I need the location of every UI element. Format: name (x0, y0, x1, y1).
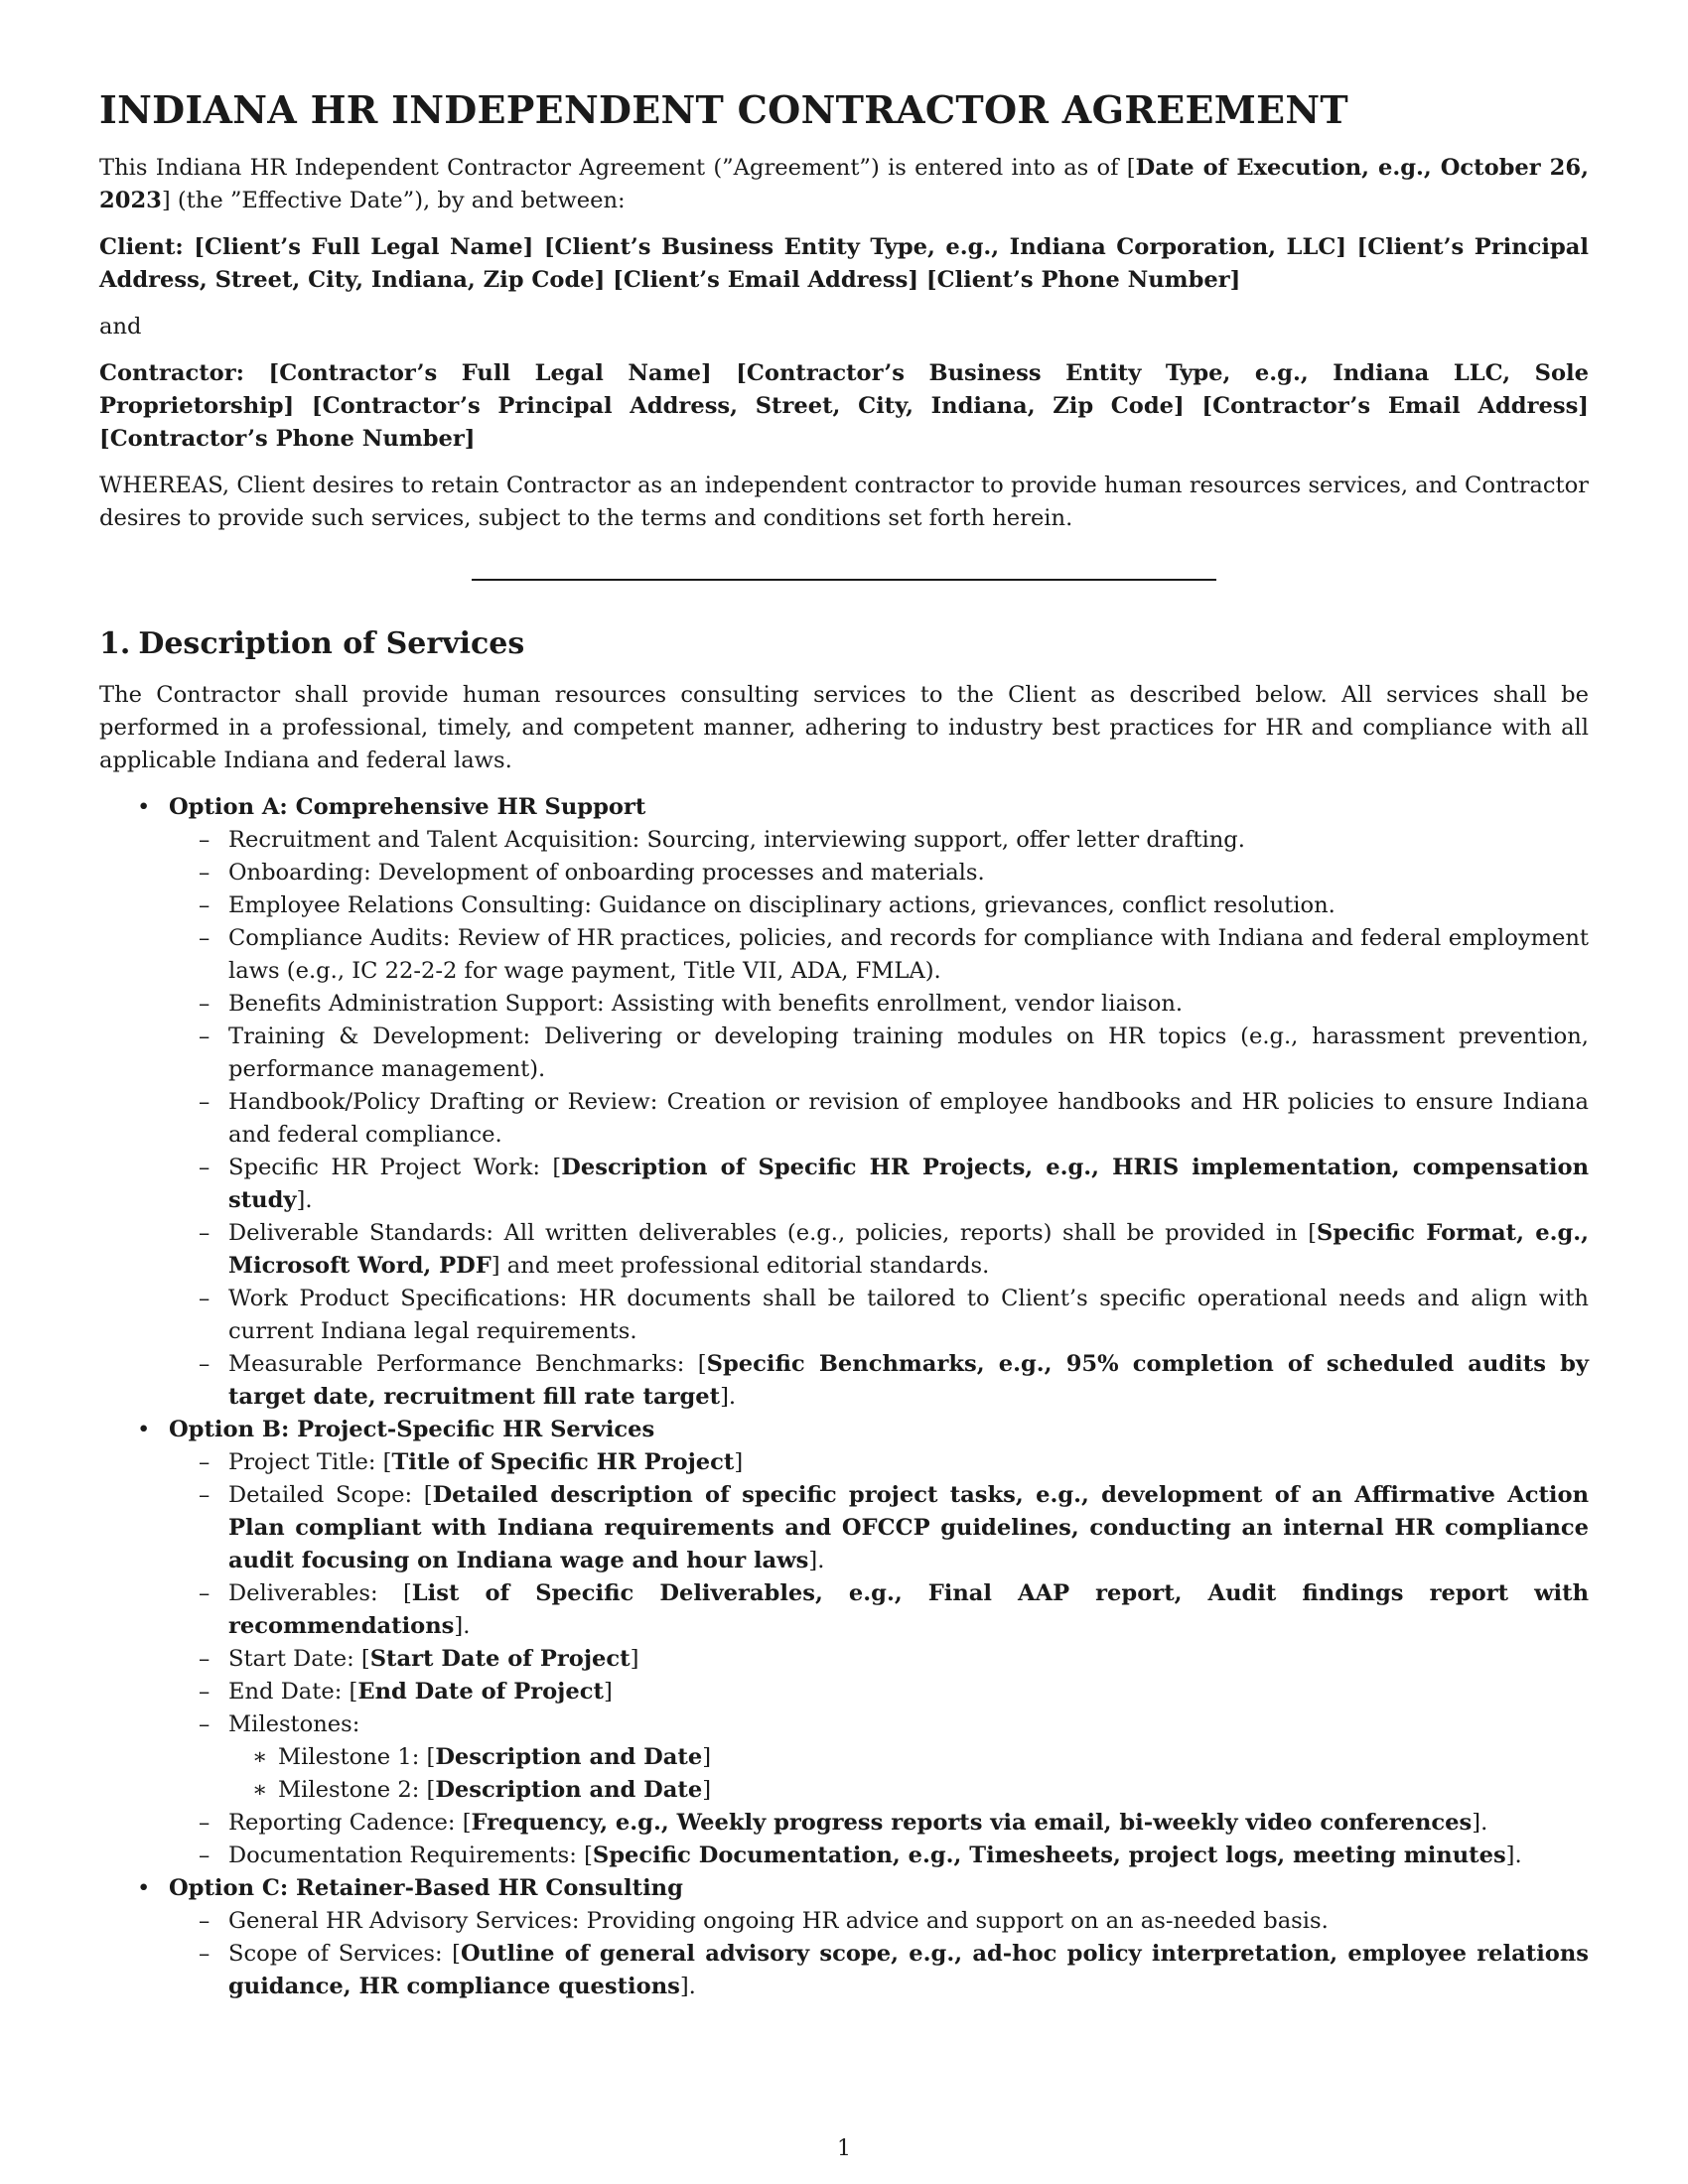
list-item (169, 1283, 1589, 1348)
item-placeholder: Title of Specific HR Project (391, 1449, 735, 1475)
option-c-items (169, 1905, 1589, 2003)
dash-marker: – (199, 1155, 211, 1180)
list-item (169, 824, 1589, 857)
item-placeholder: End Date of Project (357, 1679, 604, 1705)
item-text-end: ] (603, 1679, 613, 1705)
client-label: Client: (99, 234, 184, 260)
item-text: Project Title: [ (228, 1449, 392, 1475)
option-c (99, 1872, 1589, 2003)
option-title: Option C: Retainer-Based HR Consulting (169, 1875, 683, 1901)
option-b (99, 1414, 1589, 1872)
item-text: Deliverable Standards: All written deliverables (e.g., policies, reports) shall be provided in [ (228, 1220, 1318, 1246)
item-placeholder: Specific Documentation, e.g., Timesheets, project logs, meeting minutes (592, 1843, 1506, 1868)
item-text: General HR Advisory Services: Providing ongoing HR advice and support on an as-needed basis. (228, 1908, 1329, 1934)
whereas-paragraph: WHEREAS, Client desires to retain Contractor as an independent contractor to provide human resources services, and Contractor desires to provide such services, subject to the terms and conditions set forth herein. (99, 473, 1589, 531)
item-placeholder: Specific Format, e.g., Microsoft Word, PDF (228, 1220, 1589, 1279)
bullet-icon: • (137, 1417, 151, 1442)
item-text: End Date: [ (228, 1679, 358, 1705)
list-item (169, 1577, 1589, 1643)
item-text-end: ]. (1505, 1843, 1522, 1868)
item-text-end: ] (702, 1777, 712, 1803)
item-placeholder: Description and Date (435, 1777, 703, 1803)
list-item (169, 1152, 1589, 1217)
list-item (169, 922, 1589, 988)
item-text-end: ] (702, 1744, 712, 1770)
list-item (169, 1840, 1589, 1872)
dash-marker: – (199, 1482, 211, 1508)
dash-marker: – (199, 1646, 211, 1672)
dash-marker: – (199, 892, 211, 918)
item-placeholder: Outline of general advisory scope, e.g., ad-hoc policy interpretation, employee relations guidance, HR compliance questions (228, 1941, 1590, 1999)
item-text: Milestones: (228, 1711, 360, 1737)
list-item (228, 1774, 1589, 1807)
and-word: and (99, 314, 142, 340)
item-text: Specific HR Project Work: [ (228, 1155, 562, 1180)
item-text: Recruitment and Talent Acquisition: Sourcing, interviewing support, offer letter drafting. (228, 827, 1245, 853)
page-number: 1 (837, 2136, 851, 2161)
dash-marker: – (199, 1843, 211, 1868)
item-text: Compliance Audits: Review of HR practices, policies, and records for compliance with Indiana and federal employment laws (e.g., IC 22-2-2 for wage payment, Title VII, ADA, FMLA). (228, 925, 1589, 984)
item-text: Measurable Performance Benchmarks: [ (228, 1351, 707, 1377)
item-text: Work Product Specifications: HR documents shall be tailored to Client’s specific operational needs and align with current Indiana legal requirements. (228, 1286, 1589, 1344)
item-text: Milestone 1: [ (278, 1744, 436, 1770)
star-marker: ∗ (252, 1744, 268, 1770)
dash-marker: – (199, 1711, 211, 1737)
dash-marker: – (199, 1449, 211, 1475)
dash-marker: – (199, 1580, 211, 1606)
item-text: Documentation Requirements: [ (228, 1843, 593, 1868)
item-text: Start Date: [ (228, 1646, 370, 1672)
dash-marker: – (199, 1089, 211, 1115)
item-text: Deliverables: [ (228, 1580, 412, 1606)
list-item (169, 857, 1589, 889)
intro-text: This Indiana HR Independent Contractor Agreement (”Agreement”) is entered into as of [ (99, 155, 1136, 181)
dash-marker: – (199, 1679, 211, 1705)
item-text-end: ] (630, 1646, 639, 1672)
client-block (99, 231, 1589, 297)
options-list (99, 791, 1589, 2003)
item-text: Scope of Services: [ (228, 1941, 461, 1967)
list-item (169, 1807, 1589, 1840)
option-title: Option A: Comprehensive HR Support (169, 794, 646, 820)
dash-marker: – (199, 991, 211, 1017)
contractor-label: Contractor: (99, 360, 244, 386)
option-title: Option B: Project-Specific HR Services (169, 1417, 655, 1442)
dash-marker: – (199, 1810, 211, 1836)
star-marker: ∗ (252, 1777, 268, 1803)
dash-marker: – (199, 1024, 211, 1049)
section-number: 1. (99, 626, 131, 661)
section-title: Description of Services (138, 626, 525, 661)
list-item (169, 1021, 1589, 1086)
list-item (228, 1741, 1589, 1774)
list-item (169, 1086, 1589, 1152)
milestones-list (228, 1741, 1589, 1807)
item-text: Milestone 2: [ (278, 1777, 436, 1803)
effective-date-placeholder: Date of Execution, e.g., October 26, 2023 (99, 155, 1589, 213)
item-text: Detailed Scope: [ (228, 1482, 433, 1508)
intro-text-end: ] (the ”Effective Date”), by and between: (161, 188, 626, 213)
item-text: Benefits Administration Support: Assisting with benefits enrollment, vendor liaison. (228, 991, 1184, 1017)
dash-marker: – (199, 1220, 211, 1246)
item-text-end: ] (734, 1449, 744, 1475)
intro-paragraph (99, 152, 1589, 217)
item-text: Employee Relations Consulting: Guidance on disciplinary actions, grievances, conflict resolution. (228, 892, 1336, 918)
item-placeholder: Detailed description of specific project tasks, e.g., development of an Affirmative Action Plan compliant with Indiana requirements and OFCCP guidelines, conducting an internal HR compliance audit focusing on Indiana wage and hour laws (228, 1482, 1589, 1573)
list-item (169, 988, 1589, 1021)
client-fields: [Client’s Full Legal Name] [Client’s Business Entity Type, e.g., Indiana Corporation, LLC] [Client’s Principal Address, Street, City, Indiana, Zip Code] [Client’s Email Address] [Client’s Phone Number] (99, 234, 1589, 293)
document-page (99, 87, 1589, 2003)
item-text-end: ]. (808, 1548, 825, 1573)
item-text: Onboarding: Development of onboarding processes and materials. (228, 860, 985, 886)
document-title: INDIANA HR INDEPENDENT CONTRACTOR AGREEMENT (99, 87, 1348, 132)
option-a (99, 791, 1589, 1414)
dash-marker: – (199, 925, 211, 951)
item-placeholder: Description of Specific HR Projects, e.g., HRIS implementation, compensation study (228, 1155, 1589, 1213)
list-item (169, 889, 1589, 922)
list-item (169, 1479, 1589, 1577)
section-body: The Contractor shall provide human resources consulting services to the Client as described below. All services shall be performed in a professional, timely, and competent manner, adhering to industry best practices for HR and compliance with all applicable Indiana and federal laws. (99, 682, 1589, 773)
horizontal-divider (472, 579, 1216, 581)
item-text-end: ] and meet professional editorial standards. (491, 1253, 990, 1279)
item-placeholder: List of Specific Deliverables, e.g., Final AAP report, Audit findings report with recommendations (228, 1580, 1589, 1639)
list-item (169, 1676, 1589, 1708)
dash-marker: – (199, 1941, 211, 1967)
item-text-end: ]. (296, 1187, 313, 1213)
bullet-icon: • (137, 1875, 151, 1901)
item-text: Reporting Cadence: [ (228, 1810, 472, 1836)
option-b-items (169, 1446, 1589, 1872)
option-a-items (169, 824, 1589, 1414)
dash-marker: – (199, 1908, 211, 1934)
list-item (169, 1643, 1589, 1676)
item-placeholder: Specific Benchmarks, e.g., 95% completion of scheduled audits by target date, recruitment fill rate target (228, 1351, 1590, 1410)
dash-marker: – (199, 1286, 211, 1311)
item-text-end: ]. (454, 1613, 471, 1639)
item-text: Handbook/Policy Drafting or Review: Creation or revision of employee handbooks and HR policies to ensure Indiana and federal compliance. (228, 1089, 1589, 1148)
dash-marker: – (199, 860, 211, 886)
list-item (169, 1348, 1589, 1414)
item-placeholder: Start Date of Project (369, 1646, 631, 1672)
list-item (169, 1217, 1589, 1283)
dash-marker: – (199, 827, 211, 853)
milestones-item (169, 1708, 1589, 1807)
list-item (169, 1905, 1589, 1938)
section-heading (99, 626, 1589, 661)
list-item (169, 1446, 1589, 1479)
item-text-end: ]. (1472, 1810, 1488, 1836)
item-placeholder: Frequency, e.g., Weekly progress reports via email, bi-weekly video conferences (471, 1810, 1473, 1836)
bullet-icon: • (137, 794, 151, 820)
item-text: Training & Development: Delivering or developing training modules on HR topics (e.g., harassment prevention, performance management). (228, 1024, 1589, 1082)
item-text-end: ]. (679, 1974, 696, 1999)
item-text-end: ]. (720, 1384, 737, 1410)
item-placeholder: Description and Date (435, 1744, 703, 1770)
contractor-fields: [Contractor’s Full Legal Name] [Contractor’s Business Entity Type, e.g., Indiana LLC, Sole Proprietorship] [Contractor’s Principal Address, Street, City, Indiana, Zip Code] [Contractor’s Email Address] [Contractor’s Phone Number] (99, 360, 1589, 452)
dash-marker: – (199, 1351, 211, 1377)
contractor-block (99, 357, 1589, 456)
list-item (169, 1938, 1589, 2003)
